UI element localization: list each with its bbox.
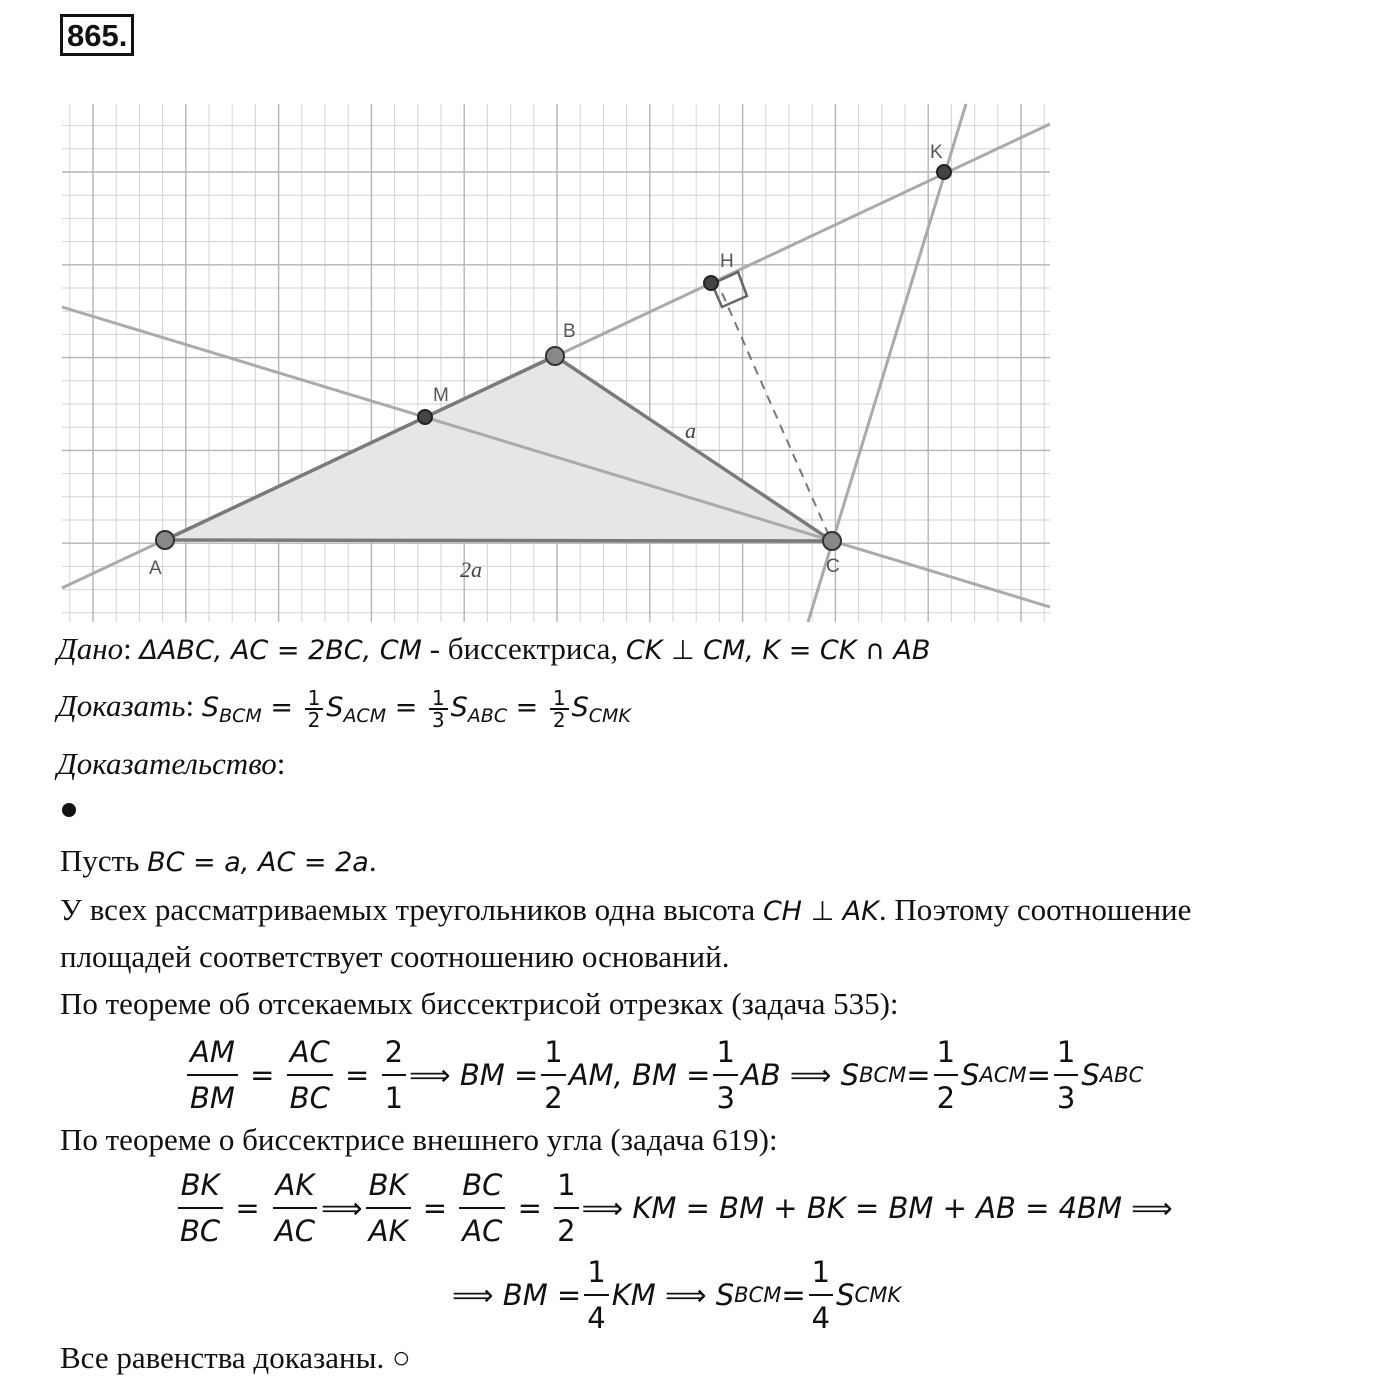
- point-c: [823, 532, 841, 550]
- side-ac: [165, 540, 832, 541]
- given-label: Дано: [57, 631, 124, 666]
- given-math-1: ΔABC, AC = 2BC, CM: [139, 635, 422, 666]
- height-line-1: У всех рассматриваемых треугольников одна высота CH ⊥ AK. Поэтому соотношение: [60, 892, 1192, 927]
- theorem-1-line: По теореме об отсекаемых биссектрисой отрезках (задача 535):: [60, 986, 899, 1021]
- geometry-figure: [0, 0, 1400, 640]
- conclusion-line: Все равенства доказаны. ○: [60, 1340, 411, 1375]
- proof-heading: Доказательство:: [57, 746, 286, 781]
- point-m: [418, 410, 432, 424]
- point-h: [704, 276, 718, 290]
- given-line: Дано: ΔABC, AC = 2BC, CM - биссектриса, CK ⊥ CM, K = CK ∩ AB: [57, 631, 931, 666]
- label-b: B: [563, 321, 576, 342]
- label-ac-length: 2a: [460, 557, 482, 582]
- equation-2: $\frac{BK}{BC}$ = $\frac{AK}{AC}$ ⟹ $\frac{BK}{AK}$ = $\frac{BC}{AC}$ = $\frac{1}{2}$ ⟹ KM = BM + BK = BM + AB = 4BM ⟹: [174, 1163, 1173, 1253]
- label-a: A: [149, 558, 162, 579]
- point-a: [156, 531, 174, 549]
- point-b: [546, 347, 564, 365]
- right-angle-mark: [712, 272, 747, 307]
- label-k: K: [930, 142, 943, 163]
- equation-1: $\frac{AM}{BM}$ = $\frac{AC}{BC}$ = $\frac{2}{1}$ ⟹ BM = $\frac{1}{2}$ AM, BM = $\frac{1}{3}$ AB ⟹ S BCM = $\frac{1}{2}$ S ACM = $\frac{1}{3}$ S ABC: [184, 1030, 1143, 1120]
- given-math-2: CK ⊥ CM, K = CK ∩ AB: [625, 635, 931, 666]
- let-line: Пусть BC = a, AC = 2a.: [60, 843, 377, 878]
- prove-label: Доказать: [57, 688, 186, 724]
- theorem-2-line: По теореме о биссектрисе внешнего угла (задача 619):: [60, 1122, 778, 1157]
- height-line-2: площадей соответствует соотношению оснований.: [60, 939, 730, 974]
- bullet-icon: [62, 803, 76, 817]
- prove-line: Доказать: $S_{BCM}$ = $\frac{1}{2}$ $S_{ACM}$ = $\frac{1}{3}$ $S_{ABC}$ = $\frac{1}{2}$ $S_{CMK}$: [57, 686, 631, 732]
- given-text: - биссектриса,: [421, 631, 626, 666]
- equation-3: ⟹ BM = $\frac{1}{4}$ KM ⟹ S BCM = $\frac{1}{4}$ S CMK: [452, 1250, 901, 1340]
- problem-number: 865.: [60, 14, 134, 56]
- point-k: [937, 165, 951, 179]
- label-bc-length: a: [685, 418, 696, 443]
- label-c: C: [826, 556, 840, 577]
- label-m: M: [433, 385, 449, 406]
- label-h: H: [720, 251, 734, 272]
